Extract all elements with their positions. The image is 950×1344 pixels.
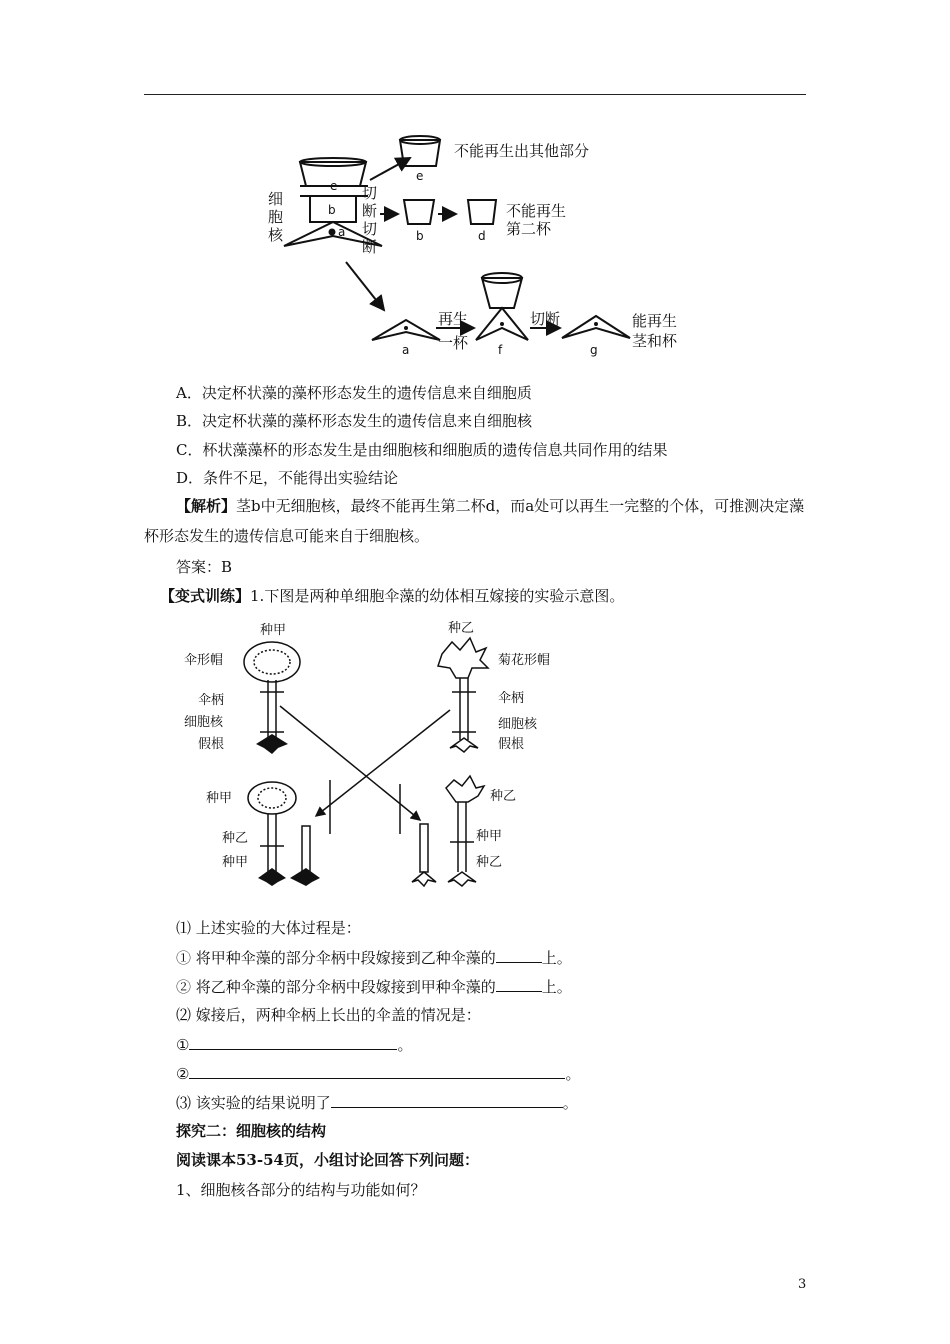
section-heading: 探究二：细胞核的结构: [176, 1122, 327, 1140]
label-nucleus-a: 细胞核: [184, 715, 224, 730]
q1-1-end: 上。: [541, 949, 572, 967]
variant-line: [160, 586, 624, 606]
fig1-cut-label: 切断: [530, 310, 561, 328]
fig1-mid-result-2: 第二杯: [506, 220, 552, 238]
letter-g: g: [590, 343, 598, 357]
label-stalk-b: 伞柄: [498, 691, 525, 706]
umbrella-cap-a: [244, 642, 300, 682]
blank-1[interactable]: [496, 947, 542, 963]
question-3: [176, 1092, 578, 1113]
question-1-2: [176, 976, 572, 997]
variant-tag: 【变式训练】: [160, 587, 251, 605]
label-sp-a-bottom: 种甲: [206, 791, 233, 806]
question-2: ⑵ 嫁接后，两种伞柄上长出的伞盖的情况是：: [176, 1006, 481, 1024]
circle-1: ①: [176, 1036, 190, 1054]
fig1-regen-label-1: 再生: [438, 310, 469, 328]
blank-4[interactable]: [189, 1063, 565, 1079]
q3-text: ⑶ 该实验的结果说明了: [176, 1094, 331, 1112]
letter-a-main: a: [338, 225, 346, 239]
fig1-nucleus-char-3: 核: [268, 226, 284, 244]
fig1-cut-char-4: 断: [362, 238, 378, 256]
fig1-top-result: 不能再生出其他部分: [454, 142, 590, 160]
fig1-nucleus-char-1: 细: [268, 190, 284, 208]
blank-5[interactable]: [331, 1092, 563, 1108]
letter-e-main: e: [330, 179, 338, 193]
blank-3[interactable]: [189, 1034, 397, 1050]
fig1-cut-char-3: 切: [362, 220, 378, 238]
label-sp-b-base: 种乙: [476, 855, 503, 870]
fig1-nucleus-char-2: 胞: [268, 208, 284, 226]
reading-instruction: 阅读课本53-54页，小组讨论回答下列问题：: [176, 1151, 479, 1169]
option-a: A．决定杯状藻的藻杯形态发生的遗传信息来自细胞质: [176, 384, 532, 402]
label-sp-b-bottom: 种乙: [490, 789, 517, 804]
option-d: D．条件不足，不能得出实验结论: [176, 469, 399, 487]
fig1-regen-label-2: 一杯: [438, 334, 469, 352]
variant-text: 1.下图是两种单细胞伞藻的幼体相互嫁接的实验示意图。: [250, 587, 625, 605]
end-3: 。: [562, 1094, 578, 1112]
label-sp-a-graft: 种甲: [476, 829, 503, 844]
fig1-cut-char-2: 断: [362, 202, 378, 220]
fig1-cut-char-1: 切: [362, 184, 378, 202]
option-b: B．决定杯状藻的藻杯形态发生的遗传信息来自细胞核: [176, 412, 533, 430]
label-stalk-a: 伞柄: [198, 693, 225, 708]
label-nucleus-b: 细胞核: [498, 717, 538, 732]
analysis-text: 茎b中无细胞核，最终不能再生第二杯d，而a处可以再生一完整的个体，可推测决定藻杯形态发生的遗传信息可能来自于细胞核。: [144, 497, 805, 545]
header-rule: [144, 94, 806, 95]
acetabularia-figure: [180, 620, 580, 896]
fig1-mid-result-1: 不能再生: [506, 202, 567, 220]
page-number: 3: [798, 1277, 807, 1292]
question-1-1: [176, 947, 572, 968]
letter-b: b: [416, 229, 424, 243]
analysis-paragraph: [144, 491, 812, 551]
blank-2[interactable]: [496, 976, 542, 992]
cup-alga-figure: [260, 128, 700, 360]
circle-2: ②: [176, 1065, 190, 1083]
label-rhizoid-a: 假根: [198, 737, 225, 752]
item-1: 1、细胞核各部分的结构与功能如何？: [176, 1181, 426, 1199]
end-2: 。: [565, 1065, 581, 1083]
fig1-final-result-2: 茎和杯: [632, 332, 678, 350]
q1-1-text: ① 将甲种伞藻的部分伞柄中段嫁接到乙种伞藻的: [176, 949, 496, 967]
label-sp-a-base: 种甲: [222, 855, 249, 870]
label-sp-b-top: 种乙: [448, 621, 475, 636]
label-chrysanthemum-cap: 菊花形帽: [498, 653, 551, 668]
label-sp-b-graft: 种乙: [222, 831, 249, 846]
answer-line-2: [176, 1063, 580, 1084]
label-sp-a-top: 种甲: [260, 623, 287, 638]
option-c: C．杯状藻藻杯的形态发生是由细胞核和细胞质的遗传信息共同作用的结果: [176, 441, 668, 459]
chrysanthemum-cap-b: [438, 638, 488, 678]
label-umbrella-cap: 伞形帽: [184, 653, 224, 668]
end-1: 。: [397, 1036, 413, 1054]
question-1: ⑴ 上述实验的大体过程是：: [176, 919, 361, 937]
letter-b-main: b: [328, 203, 336, 217]
letter-e: e: [416, 169, 424, 183]
q1-2-end: 上。: [541, 978, 572, 996]
fig1-final-result-1: 能再生: [632, 312, 678, 330]
q1-2-text: ② 将乙种伞藻的部分伞柄中段嫁接到甲种伞藻的: [176, 978, 496, 996]
answer-line-1: [176, 1034, 412, 1055]
answer: 答案：B: [176, 558, 233, 576]
letter-f: f: [498, 343, 503, 357]
letter-a: a: [402, 343, 410, 357]
letter-d: d: [478, 229, 486, 243]
label-rhizoid-b: 假根: [498, 737, 525, 752]
analysis-tag: 【解析】: [176, 497, 237, 515]
